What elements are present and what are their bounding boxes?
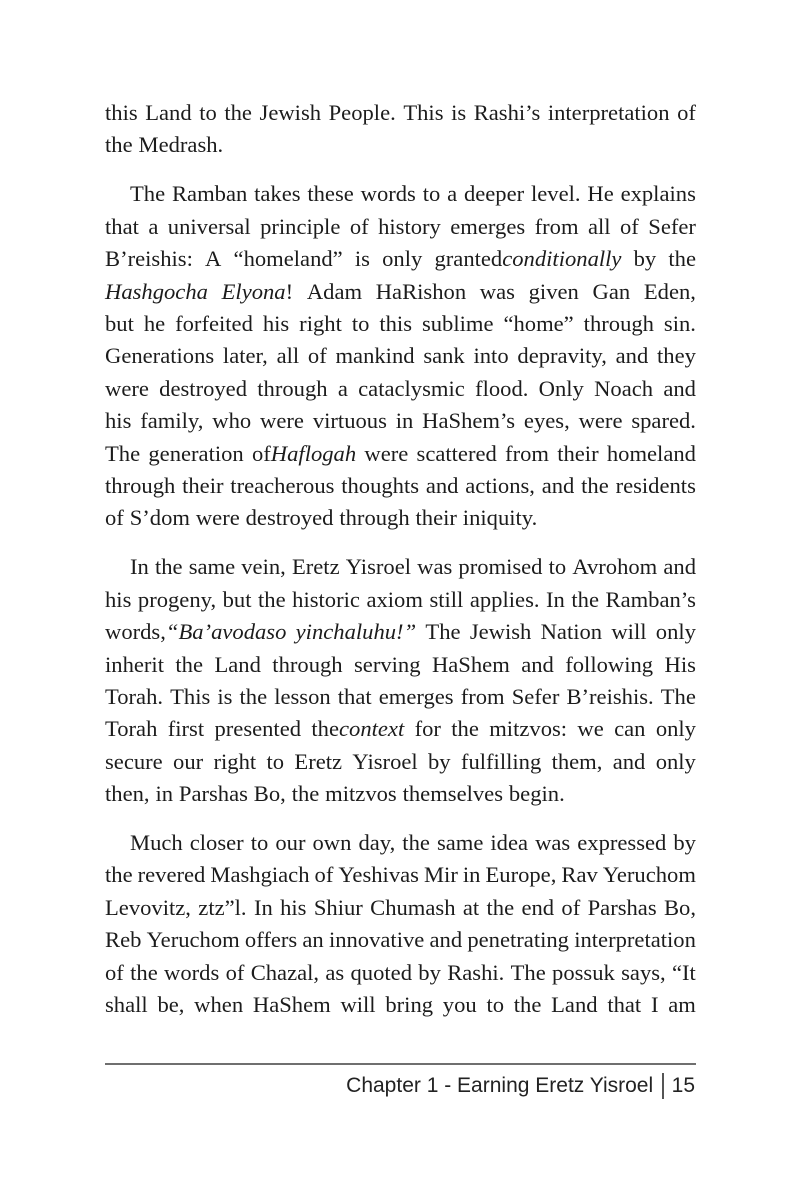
word: them,: [551, 748, 603, 774]
text-line: [105, 859, 696, 891]
word: the: [130, 959, 158, 985]
word: was: [479, 278, 515, 304]
text-line: [105, 827, 696, 859]
word: level.: [530, 181, 581, 207]
word: sublime: [421, 310, 494, 336]
word: from: [534, 213, 579, 239]
word: and: [429, 927, 463, 953]
text-line: [105, 438, 696, 470]
word: you: [442, 992, 477, 1018]
word: a: [337, 375, 348, 401]
paragraph: [105, 827, 696, 1021]
word: this: [379, 310, 412, 336]
word: universal: [167, 213, 251, 239]
word: their: [557, 440, 599, 466]
word: B’reishis:: [105, 246, 193, 272]
word: Bo,: [253, 781, 286, 807]
word: Rashi’s: [473, 100, 541, 125]
word: of: [225, 959, 245, 985]
word: Rav: [561, 862, 598, 888]
word: is: [217, 683, 233, 709]
word: Land: [145, 100, 192, 125]
word: Gan: [592, 278, 631, 304]
word: be,: [157, 992, 185, 1018]
word: Much: [130, 830, 183, 856]
word: applies.: [469, 586, 540, 612]
word: an: [302, 927, 324, 953]
word: The: [105, 440, 141, 466]
word: closer: [189, 830, 244, 856]
word: to: [548, 554, 567, 580]
word: Shiur: [313, 894, 363, 920]
word: that: [337, 683, 372, 709]
word: his: [105, 586, 132, 612]
word: own: [312, 830, 352, 856]
word: takes: [254, 181, 301, 207]
word: he: [143, 310, 166, 336]
word: that: [105, 213, 139, 239]
word: to: [266, 748, 285, 774]
word: destroyed: [159, 375, 248, 401]
word: sank: [423, 343, 465, 369]
word: bring: [385, 992, 434, 1018]
word: residents: [615, 472, 696, 498]
word: the: [486, 894, 515, 920]
word: of: [677, 100, 696, 125]
word: words,“Ba’avodaso: [105, 619, 287, 645]
word: Jewish: [469, 619, 532, 645]
word: these: [307, 181, 354, 207]
word: ofHaflogah: [251, 440, 357, 466]
word: from: [505, 440, 549, 466]
text-line: [105, 649, 696, 681]
text-line: [105, 957, 696, 989]
word: Medrash.: [138, 132, 224, 158]
word: iniquity.: [462, 505, 538, 531]
word: The: [425, 619, 461, 645]
word: but: [105, 310, 134, 336]
word: by: [418, 959, 441, 985]
word: In: [253, 894, 273, 920]
page-number: 15: [671, 1074, 695, 1097]
word: only: [655, 619, 696, 645]
word: only: [382, 246, 423, 272]
word: from: [460, 683, 505, 709]
word: Torah.: [105, 683, 164, 709]
word: by: [633, 246, 657, 272]
word: begin.: [508, 781, 565, 807]
word: interpretation: [547, 100, 670, 125]
word: Hashgocha: [105, 278, 208, 304]
word: of: [619, 213, 639, 239]
word: In: [546, 586, 565, 612]
word: forfeited: [175, 310, 253, 336]
paragraph: [105, 178, 696, 534]
word: day,: [358, 830, 396, 856]
word: his: [105, 408, 132, 434]
word: of: [105, 959, 124, 985]
word: possuk: [552, 959, 615, 985]
body-text: [105, 97, 696, 1038]
word: his: [280, 894, 307, 920]
word: his: [262, 310, 290, 336]
word: and: [612, 748, 646, 774]
word: the: [258, 586, 286, 612]
word: HaShem: [252, 992, 331, 1018]
word: “It: [671, 959, 696, 985]
word: offers: [244, 927, 298, 953]
word: idea: [490, 830, 529, 856]
word: Reb: [105, 927, 142, 953]
text-line: [105, 405, 696, 437]
word: I: [650, 992, 659, 1018]
word: deeper: [463, 181, 525, 207]
word: through: [257, 375, 328, 401]
word: the: [513, 992, 542, 1018]
word: the: [581, 472, 609, 498]
word: Rashi.: [447, 959, 505, 985]
word: ztz”l.: [198, 894, 247, 920]
word: flood.: [475, 375, 529, 401]
word: HaShem: [431, 651, 510, 677]
word: Chazal,: [250, 959, 320, 985]
word: spared.: [631, 408, 696, 434]
word: principle: [260, 213, 341, 239]
word: the: [175, 651, 204, 677]
text-line: [105, 308, 696, 340]
word: following: [565, 651, 654, 677]
word: to: [422, 181, 441, 207]
word: right: [299, 310, 342, 336]
word: presented: [214, 716, 302, 742]
word: through: [272, 651, 343, 677]
word: themselves: [402, 781, 503, 807]
word: Yeruchom: [602, 862, 696, 888]
word: a: [447, 181, 458, 207]
word: the: [291, 781, 320, 807]
word: through: [105, 472, 176, 498]
word: the: [402, 830, 430, 856]
word: family,: [140, 408, 204, 434]
word: Jewish: [259, 100, 322, 125]
word: “home”: [503, 310, 574, 336]
text-line: [105, 713, 696, 745]
paragraph: [105, 97, 696, 162]
word: Only: [538, 375, 584, 401]
word: a: [148, 213, 159, 239]
text-line: [105, 129, 696, 161]
word: their: [415, 505, 457, 531]
word: is: [451, 100, 467, 125]
word: Avrohom: [572, 554, 658, 580]
word: fulfilling: [460, 748, 542, 774]
word: were: [105, 375, 149, 401]
word: our: [275, 830, 306, 856]
text-line: [105, 373, 696, 405]
word: through: [339, 505, 410, 531]
word: all: [587, 213, 611, 239]
word: Elyona!: [221, 278, 294, 304]
word: and: [425, 472, 459, 498]
word: Nation: [540, 619, 603, 645]
text-line: [105, 681, 696, 713]
text-line: [105, 211, 696, 243]
word: were: [195, 505, 240, 531]
text-line: [105, 746, 696, 778]
word: destroyed: [245, 505, 334, 531]
word: Land: [551, 992, 598, 1018]
word: actions,: [465, 472, 535, 498]
word: of: [561, 894, 581, 920]
word: Eretz: [294, 748, 343, 774]
word: Torah: [105, 716, 158, 742]
word: first: [167, 716, 205, 742]
word: Yeshivas: [338, 862, 419, 888]
text-line: [105, 924, 696, 956]
word: shall: [105, 992, 148, 1018]
text-line: [105, 778, 696, 810]
word: was: [417, 554, 453, 580]
word: the: [571, 586, 599, 612]
word: explains: [620, 181, 696, 207]
word: scattered: [416, 440, 497, 466]
word: Bo,: [663, 894, 696, 920]
word: Ramban’s: [605, 586, 696, 612]
word: history: [378, 213, 441, 239]
footer-separator: [662, 1073, 664, 1099]
word: His: [664, 651, 696, 677]
word: as: [325, 959, 345, 985]
word: promised: [458, 554, 543, 580]
word: for: [414, 716, 441, 742]
word: revered: [137, 862, 206, 888]
word: of: [349, 213, 369, 239]
word: People.: [328, 100, 396, 125]
word: still: [429, 586, 464, 612]
word: grantedconditionally: [434, 246, 622, 272]
word: our: [173, 748, 204, 774]
word: yinchaluhu!”: [295, 619, 417, 645]
word: the: [105, 132, 133, 158]
word: The: [660, 683, 696, 709]
word: when: [194, 992, 244, 1018]
word: later,: [222, 343, 268, 369]
text-line: [105, 340, 696, 372]
word: progeny,: [137, 586, 217, 612]
word: we: [577, 716, 604, 742]
word: am: [668, 992, 696, 1018]
text-line: [105, 243, 696, 275]
word: Yisroel: [352, 748, 418, 774]
word: In: [130, 554, 149, 580]
word: the: [105, 862, 133, 888]
word: Chumash: [370, 894, 456, 920]
word: and: [521, 651, 554, 677]
word: quoted: [350, 959, 412, 985]
word: expressed: [577, 830, 667, 856]
word: innovative: [328, 927, 425, 953]
word: mitzvos: [325, 781, 397, 807]
word: Parshas: [587, 894, 657, 920]
text-line: [105, 502, 696, 534]
word: This: [170, 683, 211, 709]
word: the: [668, 246, 696, 272]
text-line: [105, 178, 696, 210]
word: lesson: [274, 683, 331, 709]
word: were: [578, 408, 623, 434]
word: given: [528, 278, 579, 304]
word: He: [587, 181, 614, 207]
word: This: [403, 100, 444, 125]
word: they: [657, 343, 696, 369]
word: all: [276, 343, 300, 369]
word: of: [105, 505, 124, 531]
text-line: [105, 97, 696, 129]
word: was: [535, 830, 571, 856]
word: in: [155, 781, 174, 807]
word: the: [154, 554, 183, 580]
word: by: [673, 830, 696, 856]
text-line: [105, 276, 696, 308]
word: can: [614, 716, 646, 742]
word: Parshas: [178, 781, 248, 807]
word: who: [212, 408, 252, 434]
word: and: [663, 375, 696, 401]
text-line: [105, 892, 696, 924]
word: words: [360, 181, 416, 207]
word: then,: [105, 781, 150, 807]
word: The: [510, 959, 546, 985]
word: through: [583, 310, 654, 336]
word: secure: [105, 748, 163, 774]
word: “homeland”: [233, 246, 343, 272]
running-footer: [346, 1073, 695, 1099]
word: Mir: [423, 862, 458, 888]
word: historic: [292, 586, 360, 612]
word: inherit: [105, 651, 164, 677]
text-line: [105, 989, 696, 1021]
word: same: [188, 554, 236, 580]
word: axiom: [366, 586, 423, 612]
word: interpretation: [574, 927, 696, 953]
word: vein,: [241, 554, 286, 580]
word: the: [451, 716, 479, 742]
word: homeland: [606, 440, 696, 466]
word: but: [222, 586, 252, 612]
word: end: [521, 894, 555, 920]
word: generation: [148, 440, 244, 466]
word: sin.: [663, 310, 696, 336]
word: Yeruchom: [146, 927, 240, 953]
text-line: [105, 551, 696, 583]
word: treacherous: [230, 472, 335, 498]
word: and: [615, 343, 649, 369]
word: that: [607, 992, 642, 1018]
word: and: [663, 554, 696, 580]
footer-rule: [105, 1063, 696, 1065]
word: Generations: [105, 343, 215, 369]
word: emerges: [450, 213, 526, 239]
word: Sefer: [511, 683, 560, 709]
word: of: [314, 862, 334, 888]
word: and: [541, 472, 575, 498]
word: were: [364, 440, 409, 466]
text-line: [105, 616, 696, 648]
word: thoughts: [341, 472, 420, 498]
word: A: [205, 246, 222, 272]
word: Europe,: [485, 862, 557, 888]
word: only: [655, 748, 696, 774]
word: to: [250, 830, 269, 856]
word: will: [340, 992, 376, 1018]
word: serving: [354, 651, 421, 677]
word: depravity,: [517, 343, 607, 369]
word: right: [213, 748, 257, 774]
word: virtuous: [312, 408, 387, 434]
word: in: [395, 408, 414, 434]
word: only: [655, 716, 696, 742]
word: to: [486, 992, 505, 1018]
word: eyes,: [523, 408, 570, 434]
chapter-title: Chapter 1 - Earning Eretz Yisroel: [346, 1074, 654, 1097]
word: says,: [621, 959, 666, 985]
word: the: [224, 100, 252, 125]
word: penetrating: [467, 927, 569, 953]
word: Land: [214, 651, 261, 677]
word: of: [307, 343, 327, 369]
word: mankind: [335, 343, 415, 369]
paragraph: [105, 551, 696, 810]
word: their: [182, 472, 224, 498]
word: emerges: [378, 683, 454, 709]
word: thecontext: [311, 716, 405, 742]
word: B’reishis.: [566, 683, 654, 709]
word: by: [428, 748, 451, 774]
word: will: [611, 619, 647, 645]
word: Ramban: [171, 181, 248, 207]
word: S’dom: [129, 505, 190, 531]
word: Eden,: [643, 278, 696, 304]
word: the: [239, 683, 268, 709]
word: Noach: [594, 375, 654, 401]
word: words: [164, 959, 220, 985]
text-line: [105, 584, 696, 616]
word: Sefer: [648, 213, 696, 239]
word: Mashgiach: [210, 862, 310, 888]
word: The: [130, 181, 166, 207]
word: same: [436, 830, 484, 856]
word: Yisroel: [345, 554, 411, 580]
word: into: [473, 343, 509, 369]
word: this: [105, 100, 138, 125]
word: HaRishon: [375, 278, 467, 304]
word: cataclysmic: [358, 375, 465, 401]
word: mitzvos:: [489, 716, 568, 742]
text-line: [105, 470, 696, 502]
word: Eretz: [291, 554, 340, 580]
word: Levovitz,: [105, 894, 191, 920]
word: Adam: [306, 278, 363, 304]
word: in: [462, 862, 481, 888]
word: is: [354, 246, 370, 272]
word: HaShem’s: [422, 408, 516, 434]
word: to: [351, 310, 370, 336]
word: to: [199, 100, 217, 125]
word: were: [260, 408, 304, 434]
word: at: [462, 894, 480, 920]
